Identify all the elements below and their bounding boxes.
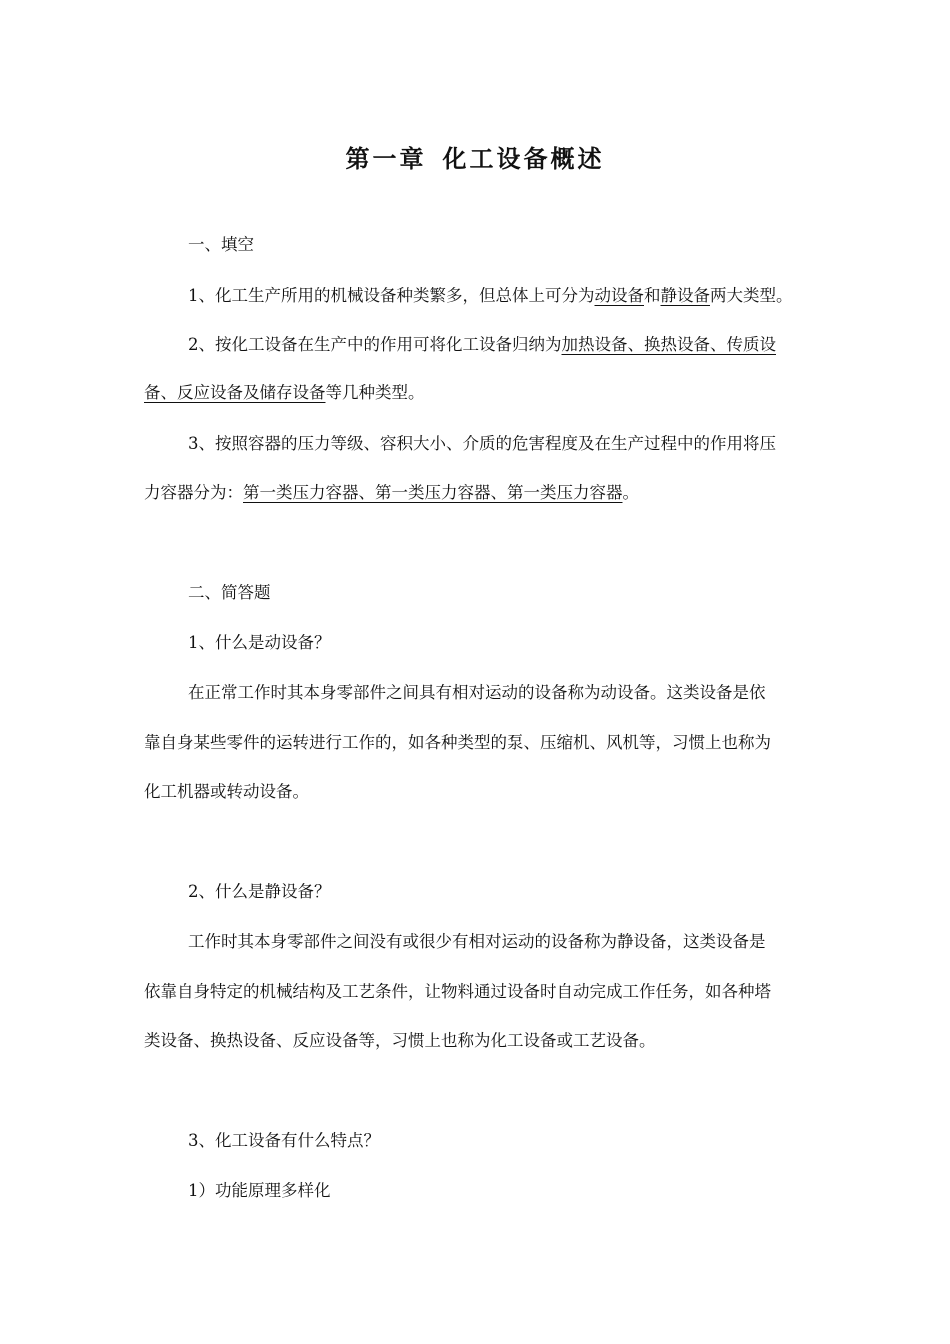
short-answer-2-line-3: 类设备、换热设备、反应设备等，习惯上也称为化工设备或工艺设备。 — [144, 1031, 656, 1050]
section-heading-fill-in: 一、填空 — [188, 235, 254, 254]
answer-blank: 备、反应设备及储存设备 — [144, 383, 326, 402]
fill-question-3-line-2: 力容器分为：第一类压力容器、第一类压力容器、第一类压力容器。 — [144, 483, 639, 502]
short-answer-2-line-2: 依靠自身特定的机械结构及工艺条件，让物料通过设备时自动完成工作任务，如各种塔 — [144, 982, 771, 1001]
fill-question-2-line-1: 2、按化工设备在生产中的作用可将化工设备归纳为加热设备、换热设备、传质设 — [188, 335, 776, 354]
short-answer-1-line-1: 在正常工作时其本身零部件之间具有相对运动的设备称为动设备。这类设备是依 — [188, 683, 766, 702]
short-question-3: 3、化工设备有什么特点？ — [188, 1131, 380, 1150]
page-title — [0, 142, 950, 176]
chapter-number: 第一章 — [345, 144, 427, 173]
fill-question-1: 1、化工生产所用的机械设备种类繁多，但总体上可分为动设备和静设备两大类型。 — [188, 286, 793, 305]
section-heading-short-answer: 二、简答题 — [188, 583, 271, 602]
fill-question-2-line-2: 备、反应设备及储存设备等几种类型。 — [144, 383, 425, 402]
short-answer-1-line-2: 靠自身某些零件的运转进行工作的，如各种类型的泵、压缩机、风机等，习惯上也称为 — [144, 733, 771, 752]
answer-blank: 动设备 — [594, 286, 644, 305]
chapter-name: 化工设备概述 — [442, 144, 605, 173]
short-question-2: 2、什么是静设备？ — [188, 882, 331, 901]
answer-blank: 加热设备、换热设备、传质设 — [561, 335, 776, 354]
answer-blank: 第一类压力容器、第一类压力容器、第一类压力容器 — [243, 483, 623, 502]
fill-question-3-line-1: 3、按照容器的压力等级、容积大小、介质的危害程度及在生产过程中的作用将压 — [188, 434, 776, 453]
answer-blank: 静设备 — [660, 286, 710, 305]
short-answer-1-line-3: 化工机器或转动设备。 — [144, 782, 309, 801]
short-answer-2-line-1: 工作时其本身零部件之间没有或很少有相对运动的设备称为静设备，这类设备是 — [188, 932, 766, 951]
short-answer-3-point-1: 1）功能原理多样化 — [188, 1181, 331, 1200]
short-question-1: 1、什么是动设备？ — [188, 633, 331, 652]
